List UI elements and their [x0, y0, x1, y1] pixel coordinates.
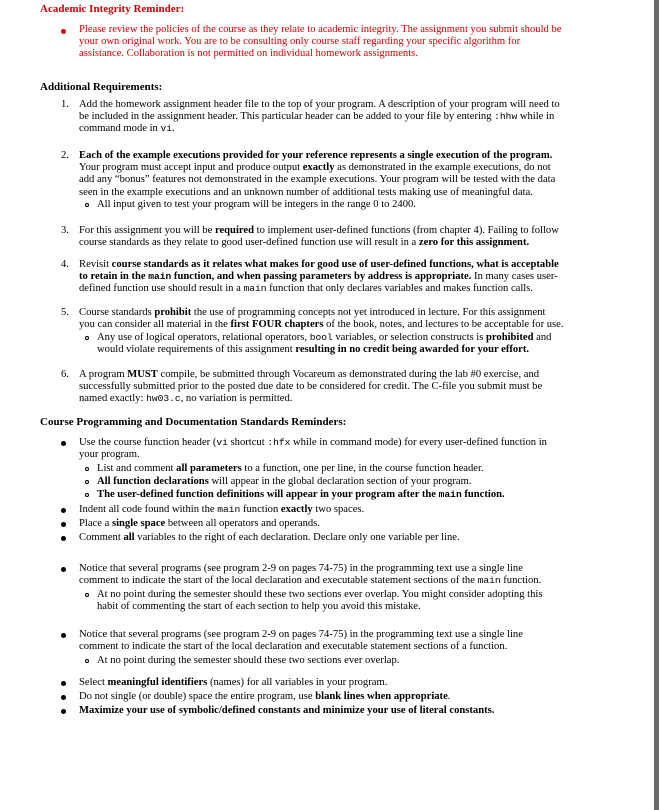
bullet-icon	[61, 709, 66, 714]
circle-bullet-icon	[85, 336, 89, 340]
circle-bullet-icon	[85, 467, 89, 471]
integrity-line: assistance. Collaboration is not permitted on individual homework assignments.	[79, 48, 418, 60]
bullet-icon	[61, 29, 66, 34]
page-edge-divider	[654, 0, 659, 810]
integrity-text	[79, 24, 561, 61]
bullet-icon	[61, 633, 66, 638]
item-number: 5.	[61, 307, 69, 318]
additional-heading: Additional Requirements:	[40, 81, 163, 93]
integrity-line: Please review the policies of the course as they relate to academic integrity. The assignment you submit should be	[79, 24, 562, 35]
standard-comment: Comment all variables to the right of each declaration. Declare only one variable per line.	[79, 532, 460, 543]
standard-sub: All function declarations will appear in the global declaration section of your program.	[97, 476, 472, 487]
circle-bullet-icon	[85, 593, 89, 597]
circle-bullet-icon	[85, 493, 89, 497]
bullet-icon	[61, 441, 66, 446]
integrity-line: your own original work. You are to be consulting only course staff regarding your specific algorithm for	[79, 36, 521, 48]
requirement-item-6: A program MUST compile, be submitted through Vocareum as demonstrated during the lab #0 exercise, and successfully submitted prior to the posted due date to be considered for credit. The C-file you submit must be named exactly: hw03.c, no variation is permitted.	[79, 369, 543, 405]
standard-notice-main-sub: At no point during the semester should these two sections ever overlap. You might consider adopting this habit of commenting the start of each section to help you avoid this mistake.	[97, 589, 543, 613]
item-number: 4.	[61, 259, 69, 270]
integrity-heading: Academic Integrity Reminder:	[40, 3, 185, 15]
circle-bullet-icon	[85, 203, 89, 207]
requirement-item-5-sub: Any use of logical operators, relational operators, bool variables, or selection constructs is prohibited and would violate requirements of this assignment resulting in no credit being awarded for your effort.	[97, 332, 552, 356]
item-number: 6.	[61, 369, 69, 380]
standards-heading: Course Programming and Documentation Standards Reminders:	[40, 416, 347, 428]
requirement-item-5: Course standards prohibit the use of programming concepts not yet introduced in lecture. For this assignment you can consider all material in the first FOUR chapters of the book, notes, and lectures to be acceptable for use.	[79, 307, 564, 331]
bullet-icon	[61, 536, 66, 541]
standard-identifiers: Select meaningful identifiers (names) for all variables in your program.	[79, 677, 388, 688]
bullet-icon	[61, 695, 66, 700]
standard-sub: List and comment all parameters to a function, one per line, in the course function header.	[97, 463, 484, 474]
standard-blank-lines: Do not single (or double) space the entire program, use blank lines when appropriate.	[79, 691, 451, 702]
requirement-item-2: Each of the example executions provided for your reference represents a single execution of the program. Your program must accept input and produce output exactly as demonstrated in the example executions, do not add any “bonus” features not demonstrated in the example executions. Your program will be tested with the data seen in the example executions and an unknown number of additional tests making use of meaningful data.	[79, 150, 556, 198]
requirement-item-3: For this assignment you will be required to implement user-defined functions (from chapter 4). Failing to follow course standards as they relate to good user-defined function use will result in a zero for this assignment.	[79, 225, 559, 249]
circle-bullet-icon	[85, 659, 89, 663]
bullet-icon	[61, 522, 66, 527]
item-number: 3.	[61, 225, 69, 236]
requirement-item-2-sub: All input given to test your program will be integers in the range 0 to 2400.	[97, 199, 416, 210]
bullet-icon	[61, 508, 66, 513]
standard-constants: Maximize your use of symbolic/defined constants and minimize your use of literal constants.	[79, 705, 495, 716]
standard-sub: The user-defined function definitions will appear in your program after the main function.	[97, 489, 505, 500]
bullet-icon	[61, 567, 66, 572]
bullet-icon	[61, 681, 66, 686]
item-number: 2.	[61, 150, 69, 161]
standard-spacing: Place a single space between all operators and operands.	[79, 518, 320, 529]
circle-bullet-icon	[85, 480, 89, 484]
standard-notice-function-sub: At no point during the semester should these two sections ever overlap.	[97, 655, 400, 666]
requirement-item-4: Revisit course standards as it relates what makes for good use of user-defined functions, what is acceptable to retain in the main function, and when passing parameters by address is appropriate. In many cases user- defined function use should result in a main function that only declares variables and makes function calls.	[79, 259, 559, 295]
requirement-item-1: Add the homework assignment header file to the top of your program. A description of your program will need to be included in the assignment header. This particular header can be added to your file by entering :hhw while in command mode in vi.	[79, 99, 560, 135]
standard-notice-main: Notice that several programs (see program 2-9 on pages 74-75) in the programming text use a single line comment to indicate the start of the local declaration and executable statement sections of the main function.	[79, 563, 542, 587]
standard-notice-function: Notice that several programs (see program 2-9 on pages 74-75) in the programming text use a single line comment to indicate the start of the local declaration and executable statement sections of a function.	[79, 629, 523, 653]
standard-indent: Indent all code found within the main function exactly two spaces.	[79, 504, 365, 515]
standard-function-header: Use the course function header (vi shortcut :hfx while in command mode) for every user-defined function in your program.	[79, 437, 547, 461]
item-number: 1.	[61, 99, 69, 110]
